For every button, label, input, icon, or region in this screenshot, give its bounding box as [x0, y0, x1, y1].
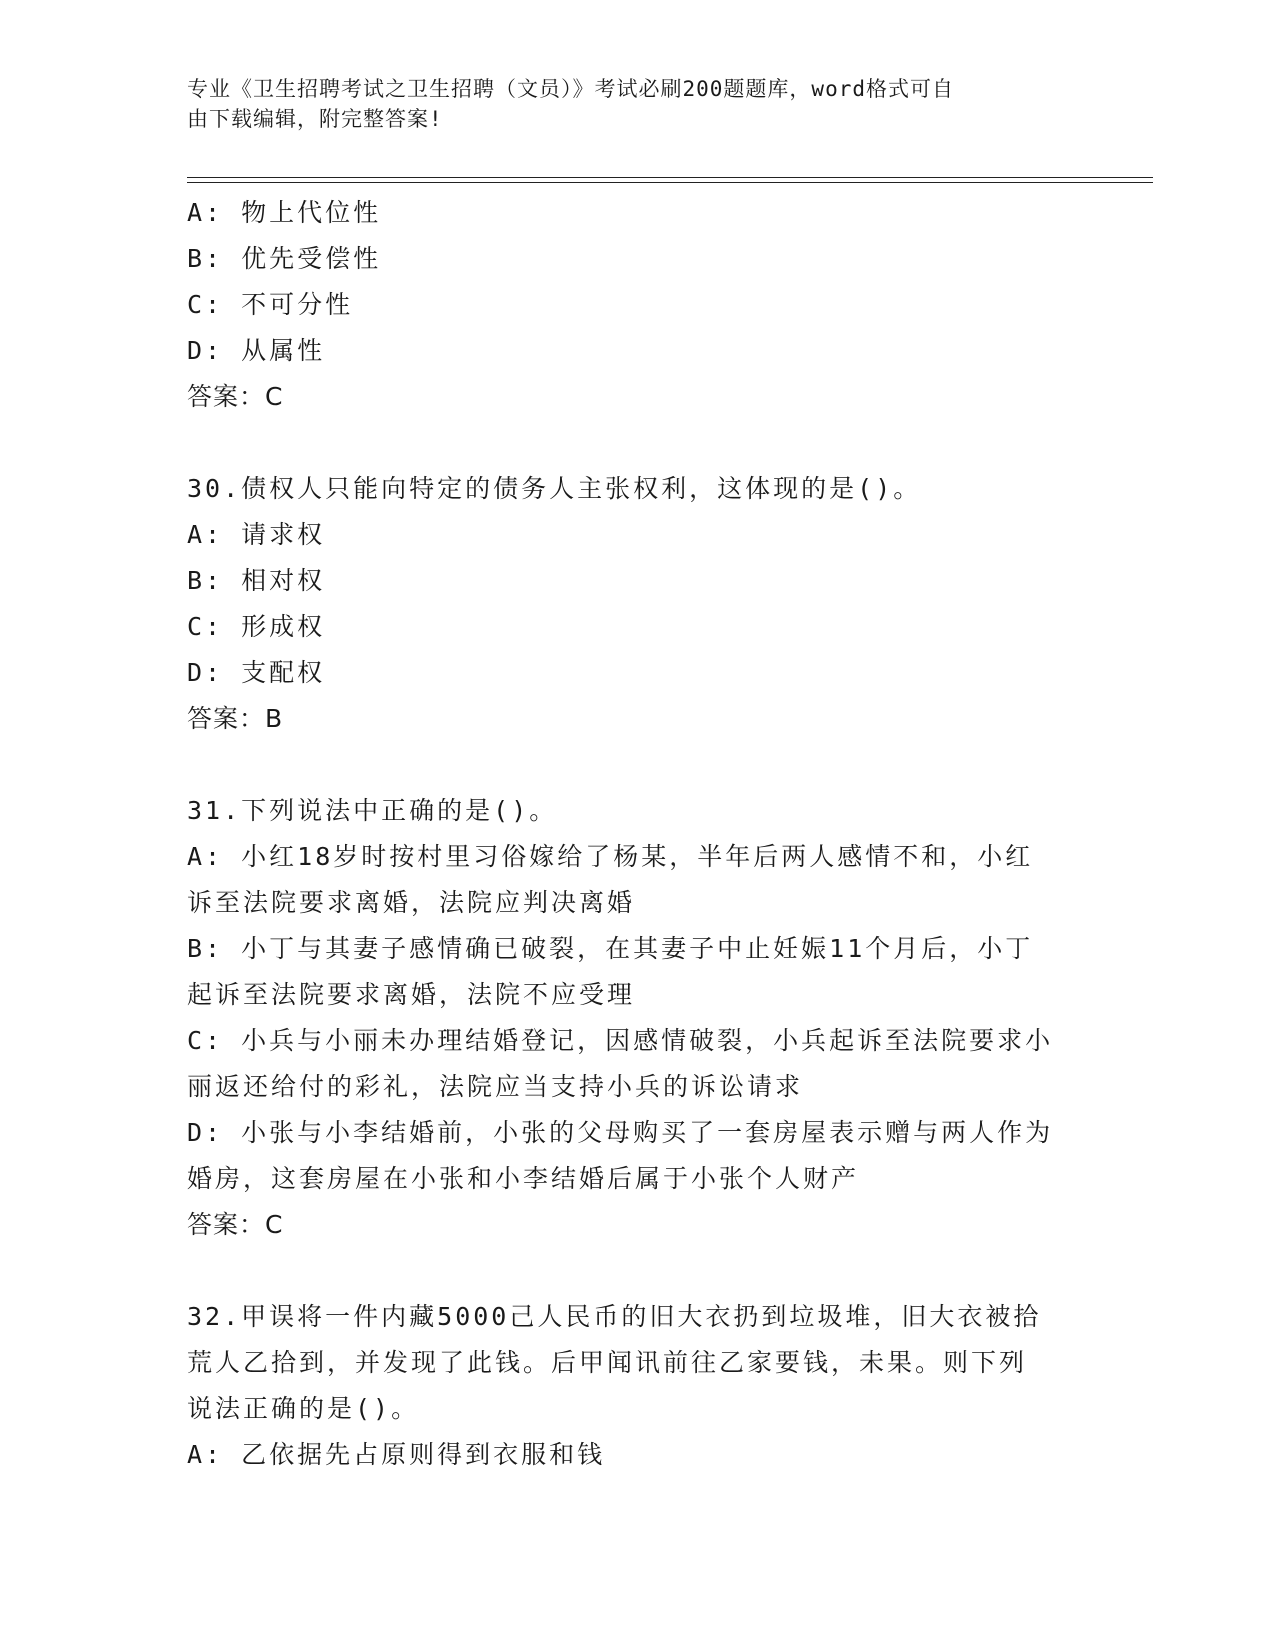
header-divider-top [187, 177, 1153, 178]
option-d: D: 支配权 [187, 658, 326, 687]
option-a-line-1: A: 小红18岁时按村里习俗嫁给了杨某，半年后两人感情不和，小红 [187, 842, 1034, 871]
option-c: C: 不可分性 [187, 290, 354, 319]
question-stem: 30.债权人只能向特定的债务人主张权利，这体现的是()。 [187, 474, 922, 503]
question-31 [187, 788, 1087, 1248]
option-c: C: 形成权 [187, 612, 326, 641]
option-c-line-1: C: 小兵与小丽未办理结婚登记，因感情破裂，小兵起诉至法院要求小 [187, 1026, 1054, 1055]
document-header [187, 74, 1067, 134]
question-29-options [187, 190, 1087, 420]
question-stem-line-1: 32.甲误将一件内藏5000己人民币的旧大衣扔到垃圾堆，旧大衣被拾 [187, 1302, 1042, 1331]
option-a: A: 物上代位性 [187, 198, 382, 227]
spacer [187, 420, 1087, 466]
option-b: B: 相对权 [187, 566, 326, 595]
spacer [187, 1248, 1087, 1294]
question-list [187, 190, 1087, 1478]
question-stem-line-3: 说法正确的是()。 [187, 1394, 420, 1423]
option-b-line-2: 起诉至法院要求离婚，法院不应受理 [187, 980, 636, 1009]
header-line-2: 由下载编辑，附完整答案! [187, 107, 443, 131]
question-32 [187, 1294, 1087, 1478]
question-stem: 31.下列说法中正确的是()。 [187, 796, 558, 825]
option-a: A: 乙依据先占原则得到衣服和钱 [187, 1440, 606, 1469]
option-d: D: 从属性 [187, 336, 326, 365]
answer: 答案：C [187, 382, 284, 411]
header-line-1: 专业《卫生招聘考试之卫生招聘（文员）》考试必刷200题题库，word格式可自 [187, 77, 954, 101]
header-divider-bottom [187, 182, 1153, 183]
option-c-line-2: 丽返还给付的彩礼，法院应当支持小兵的诉讼请求 [187, 1072, 804, 1101]
option-d-line-1: D: 小张与小李结婚前，小张的父母购买了一套房屋表示赠与两人作为 [187, 1118, 1054, 1147]
option-a: A: 请求权 [187, 520, 326, 549]
answer: 答案：C [187, 1210, 284, 1239]
option-b-line-1: B: 小丁与其妻子感情确已破裂，在其妻子中止妊娠11个月后，小丁 [187, 934, 1034, 963]
option-a-line-2: 诉至法院要求离婚，法院应判决离婚 [187, 888, 636, 917]
spacer [187, 742, 1087, 788]
question-30 [187, 466, 1087, 742]
question-stem-line-2: 荒人乙拾到，并发现了此钱。后甲闻讯前往乙家要钱，未果。则下列 [187, 1348, 1028, 1377]
answer: 答案：B [187, 704, 284, 733]
option-d-line-2: 婚房，这套房屋在小张和小李结婚后属于小张个人财产 [187, 1164, 860, 1193]
option-b: B: 优先受偿性 [187, 244, 382, 273]
